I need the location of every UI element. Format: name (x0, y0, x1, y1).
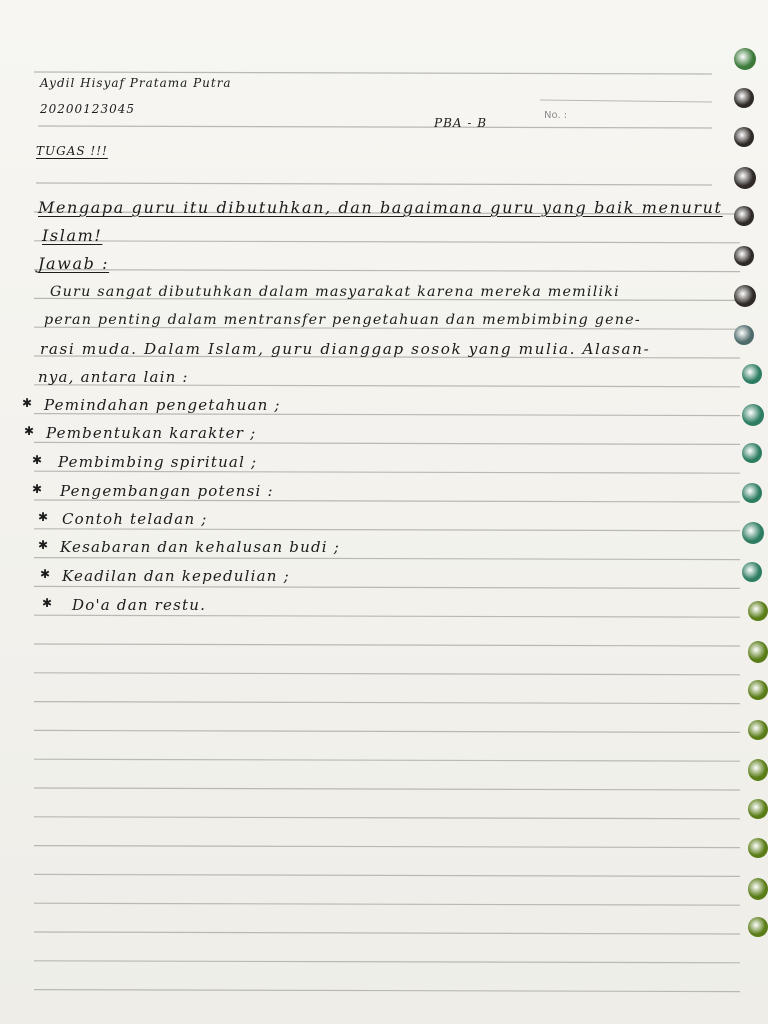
ruled-line (34, 471, 740, 473)
ruled-line (34, 241, 740, 243)
ruled-line (34, 500, 740, 502)
binding-hole (734, 325, 754, 345)
answer-label: Jawab : (38, 254, 110, 273)
ruled-line (34, 903, 740, 905)
ruled-line (34, 702, 740, 704)
ruled-line (34, 788, 740, 790)
bullet-star-icon: ✱ (40, 567, 51, 581)
ruled-line (34, 990, 740, 992)
ruled-line (38, 126, 712, 128)
binding-hole (734, 285, 756, 307)
ruled-line (34, 644, 740, 646)
answer-line-3: rasi muda. Dalam Islam, guru dianggap sosok yang mulia. Alasan- (40, 340, 651, 358)
bullet-item-8: Do'a dan restu. (72, 596, 207, 614)
answer-line-2: peran penting dalam mentransfer pengetahuan dan membimbing gene- (44, 312, 641, 328)
bullet-item-5: Contoh teladan ; (62, 510, 208, 528)
question-line-1: Mengapa guru itu dibutuhkan, dan bagaimana guru yang baik menurut (38, 198, 723, 217)
number-rule (540, 100, 712, 102)
ruled-line (34, 932, 740, 934)
binding-hole (734, 246, 754, 266)
bullet-star-icon: ✱ (32, 453, 43, 467)
binding-hole (748, 601, 768, 621)
bullet-item-7: Keadilan dan kepedulian ; (62, 567, 290, 585)
ruled-line (36, 183, 712, 185)
student-name: Aydil Hisyaf Pratama Putra (40, 76, 232, 90)
binding-hole (748, 917, 768, 937)
ruled-line (34, 72, 712, 74)
ruled-line (34, 442, 740, 444)
question-line-2: Islam! (42, 226, 103, 245)
ruled-line (34, 586, 740, 588)
ruled-line (34, 817, 740, 819)
ruled-line (34, 529, 740, 531)
bullet-star-icon: ✱ (38, 538, 49, 552)
bullet-star-icon: ✱ (38, 510, 49, 524)
ruled-line (34, 558, 740, 560)
binding-hole (734, 48, 756, 70)
binding-hole (742, 562, 762, 582)
ruled-line (34, 270, 740, 272)
binding-hole (748, 838, 768, 858)
ruled-line (34, 961, 740, 963)
binding-hole (734, 167, 756, 189)
bullet-item-4: Pengembangan potensi : (60, 482, 274, 500)
binding-hole (734, 88, 754, 108)
binding-hole (748, 878, 768, 900)
binding-hole (742, 522, 764, 544)
binding-hole (734, 127, 754, 147)
bullet-item-6: Kesabaran dan kehalusan budi ; (60, 538, 340, 556)
ruled-line (34, 615, 740, 617)
binding-hole (742, 443, 762, 463)
number-label: No. : (544, 110, 568, 121)
ruled-line (34, 673, 740, 675)
binding-hole (748, 641, 768, 663)
class-label: PBA - B (434, 116, 488, 130)
ruled-line (34, 730, 740, 732)
ruled-line (34, 759, 740, 761)
binding-hole (748, 720, 768, 740)
ruled-line (34, 846, 740, 848)
bullet-star-icon: ✱ (42, 596, 53, 610)
student-id: 20200123045 (40, 102, 135, 116)
bullet-item-2: Pembentukan karakter ; (46, 424, 257, 442)
binding-hole (742, 404, 764, 426)
binding-hole (748, 759, 768, 781)
answer-line-4: nya, antara lain : (38, 368, 189, 386)
bullet-item-1: Pemindahan pengetahuan ; (44, 396, 281, 414)
bullet-star-icon: ✱ (32, 482, 43, 496)
bullet-item-3: Pembimbing spiritual ; (58, 453, 258, 471)
binding-hole (742, 483, 762, 503)
binding-hole (748, 680, 768, 700)
binding-hole (748, 799, 768, 819)
bullet-star-icon: ✱ (24, 424, 35, 438)
ruled-line (34, 874, 740, 876)
bullet-star-icon: ✱ (22, 396, 33, 410)
binding-hole (742, 364, 762, 384)
answer-line-1: Guru sangat dibutuhkan dalam masyarakat karena mereka memiliki (50, 284, 620, 300)
assignment-heading: TUGAS !!! (36, 144, 108, 158)
binding-hole (734, 206, 754, 226)
